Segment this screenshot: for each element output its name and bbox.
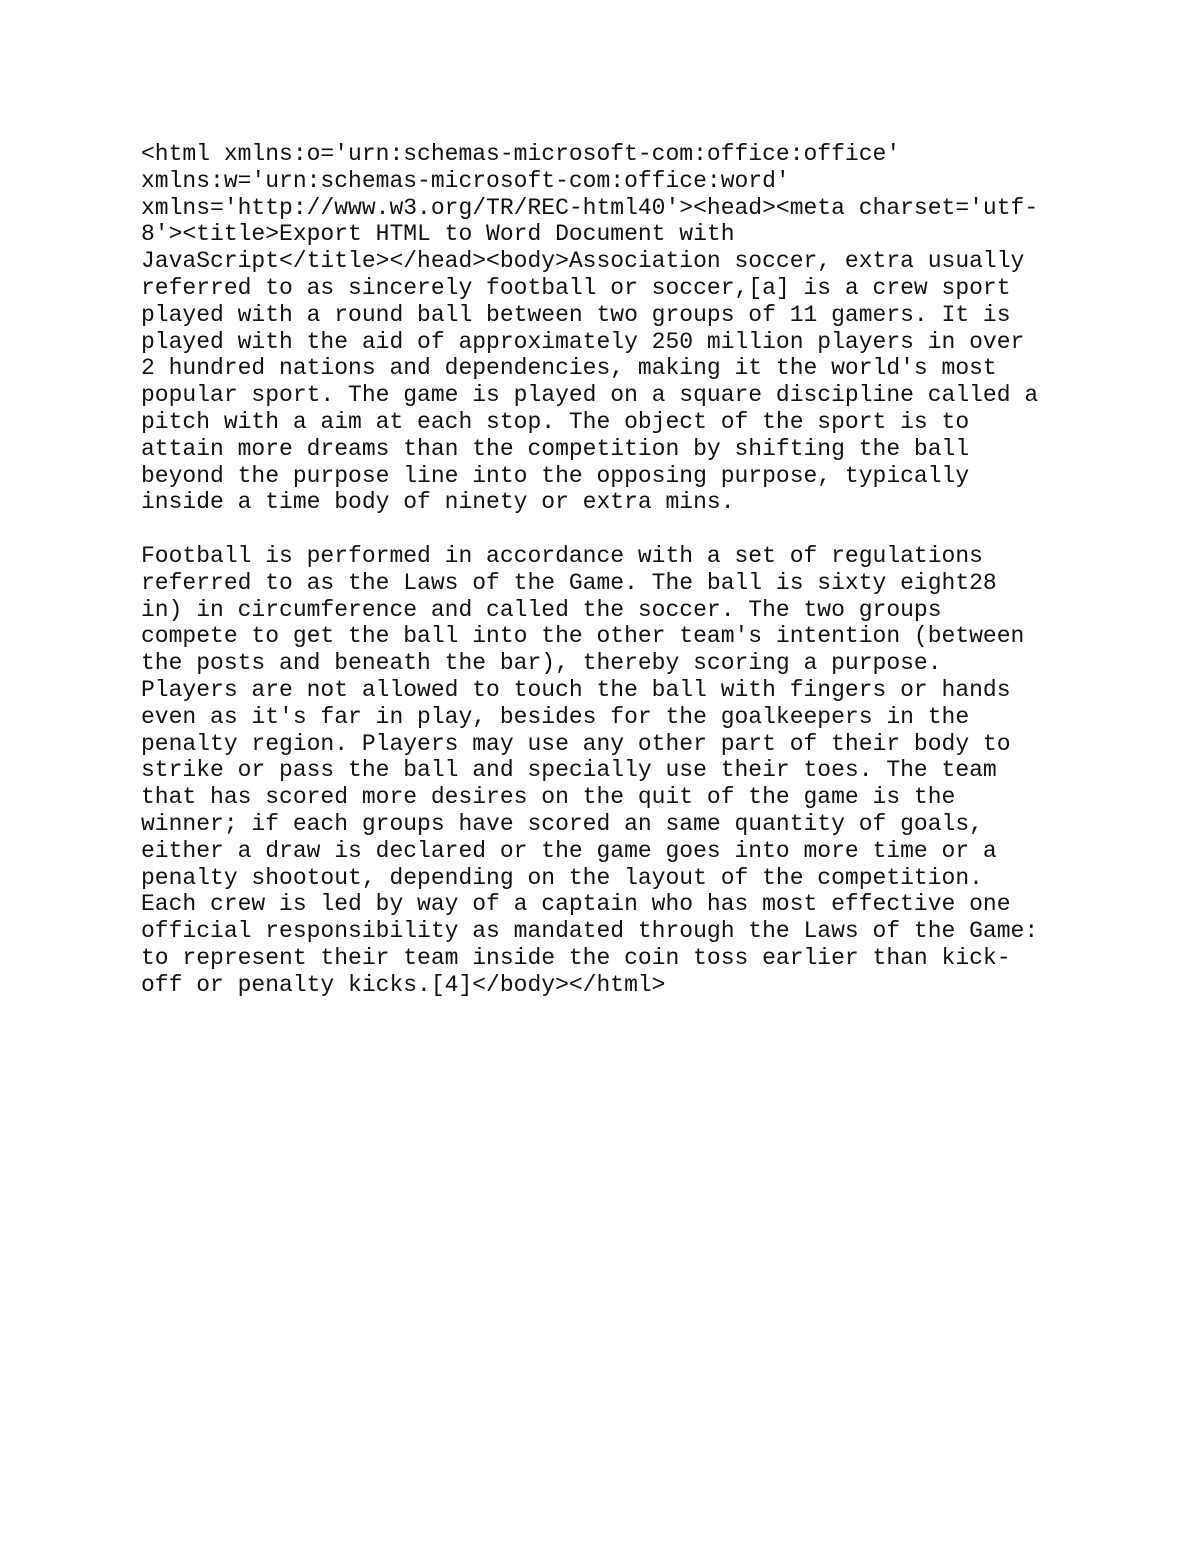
text-line: Players are not allowed to touch the ball with fingers or hands (141, 676, 1011, 703)
text-line: attain more dreams than the competition by shifting the ball (141, 435, 970, 462)
text-line: pitch with a aim at each stop. The object of the sport is to (141, 408, 970, 435)
text-line: <html xmlns:o='urn:schemas-microsoft-com:office:office' (141, 141, 901, 167)
text-line: penalty region. Players may use any other part of their body to (141, 730, 1011, 757)
text-line: xmlns:w='urn:schemas-microsoft-com:office:word' (141, 167, 790, 194)
text-line: in) in circumference and called the soccer. The two groups (141, 596, 942, 623)
text-line: the posts and beneath the bar), thereby scoring a purpose. (141, 650, 942, 677)
text-line: penalty shootout, depending on the layout of the competition. (141, 864, 983, 891)
text-line: Each crew is led by way of a captain who has most effective one (141, 891, 1011, 918)
text-line: official responsibility as mandated through the Laws of the Game: (141, 918, 1039, 945)
document-body-text (141, 141, 1081, 999)
text-line: compete to get the ball into the other team's intention (between (141, 623, 1025, 650)
text-line: strike or pass the ball and specially use their toes. The team (141, 757, 997, 784)
text-line: xmlns='http://www.w3.org/TR/REC-html40'><head><meta charset='utf- (141, 194, 1039, 221)
text-line: played with the aid of approximately 250 million players in over (141, 328, 1025, 355)
text-line: off or penalty kicks.[4]</body></html> (141, 971, 666, 998)
text-line: referred to as the Laws of the Game. The ball is sixty eight28 (141, 569, 997, 596)
text-line: winner; if each groups have scored an same quantity of goals, (141, 810, 983, 837)
text-line: referred to as sincerely football or soccer,[a] is a crew sport (141, 274, 1011, 301)
text-line: played with a round ball between two groups of 11 gamers. It is (141, 301, 1011, 328)
text-line: JavaScript</title></head><body>Association soccer, extra usually (141, 248, 1025, 275)
text-line: to represent their team inside the coin toss earlier than kick- (141, 944, 1011, 971)
text-line: either a draw is declared or the game goes into more time or a (141, 837, 997, 864)
text-line: 2 hundred nations and dependencies, making it the world's most (141, 355, 997, 382)
text-line: Football is performed in accordance with a set of regulations (141, 542, 983, 569)
text-line: inside a time body of ninety or extra mins. (141, 489, 735, 516)
text-line: 8'><title>Export HTML to Word Document with (141, 221, 735, 248)
text-line: that has scored more desires on the quit of the game is the (141, 784, 956, 811)
text-line: even as it's far in play, besides for the goalkeepers in the (141, 703, 970, 730)
text-line: beyond the purpose line into the opposing purpose, typically (141, 462, 970, 489)
text-line: popular sport. The game is played on a square discipline called a (141, 382, 1039, 409)
